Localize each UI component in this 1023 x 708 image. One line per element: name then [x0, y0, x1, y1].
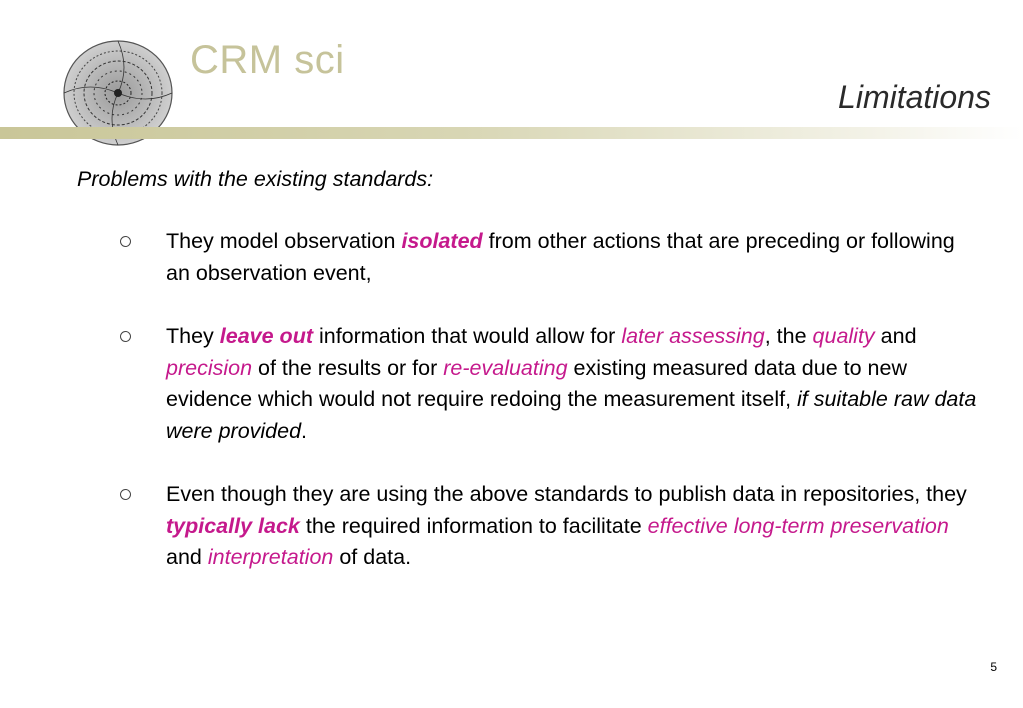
emphasized-term: re-evaluating — [443, 355, 568, 380]
bullet-list — [120, 226, 980, 606]
bullet-text: , the — [764, 324, 813, 348]
brand-title: CRM sci — [190, 38, 345, 82]
emphasized-term: if suitable raw data were provided — [166, 387, 977, 443]
emphasized-term: isolated — [401, 229, 483, 253]
emphasized-term: later assessing — [621, 324, 765, 348]
emphasized-term: leave out — [219, 324, 313, 348]
bullet-item — [120, 321, 980, 447]
bullet-text: . — [301, 418, 308, 443]
bullet-text: They model observation — [166, 229, 402, 253]
bullet-text: and — [874, 324, 917, 348]
bullet-text: the required information to facilitate — [299, 513, 648, 538]
emphasized-term: typically lack — [166, 513, 300, 538]
bullet-item — [120, 479, 980, 574]
circle-bullet-icon — [120, 489, 131, 500]
slide-title: Limitations — [838, 79, 991, 115]
emphasized-term: effective long-term preservation — [647, 513, 949, 538]
emphasized-term: precision — [166, 355, 253, 380]
bullet-text: from other actions that are preceding or following an observation event, — [166, 229, 955, 285]
bullet-text: of the results or for — [252, 355, 444, 380]
page-number: 5 — [990, 660, 997, 674]
bullet-text: and — [166, 545, 208, 569]
circle-bullet-icon — [120, 236, 131, 247]
bullet-text: information that would allow for — [312, 324, 622, 348]
bullet-text: Even though they are using the above standards to publish data in repositories, they — [166, 482, 967, 506]
bullet-text: existing measured data due to new evidence which would not require redoing the measurement itself, — [166, 355, 907, 411]
header-rule — [0, 127, 1023, 139]
circle-bullet-icon — [120, 331, 131, 342]
emphasized-term: quality — [812, 324, 875, 348]
bullet-text: They — [166, 324, 220, 348]
intro-text: Problems with the existing standards: — [77, 167, 434, 191]
emphasized-term: interpretation — [207, 545, 334, 569]
bullet-item — [120, 226, 980, 289]
bullet-text: of data. — [333, 545, 412, 569]
